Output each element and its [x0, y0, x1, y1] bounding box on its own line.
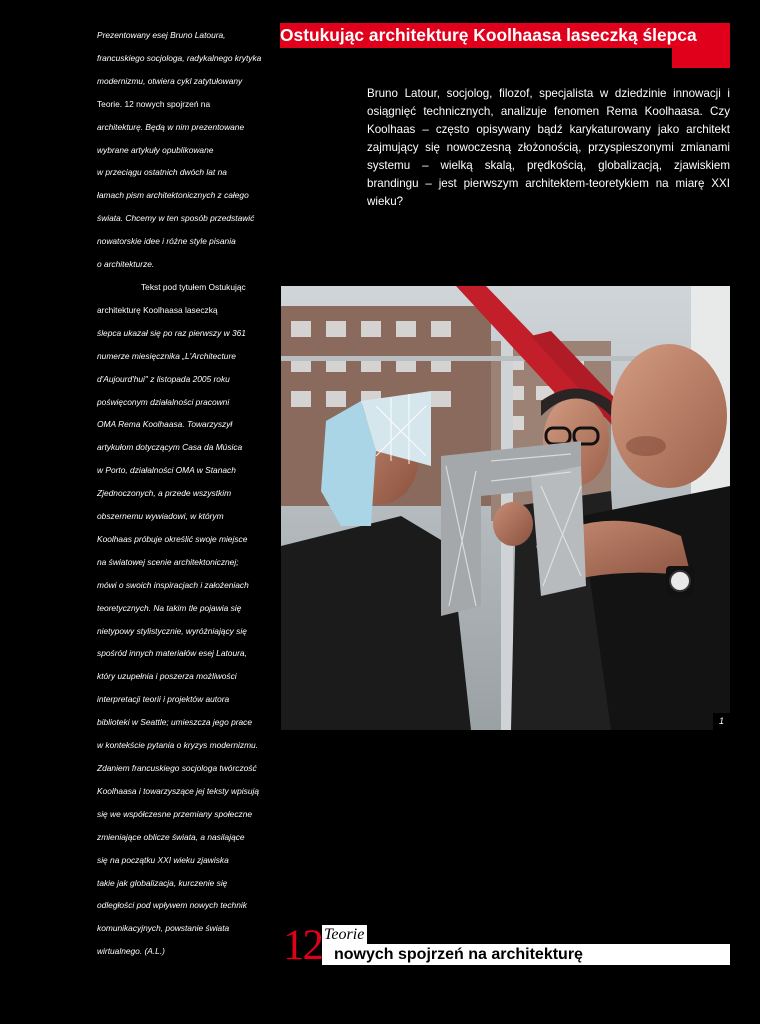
sidebar-line: francuskiego socjologa, radykalnego krytyka — [97, 52, 262, 63]
sidebar-line: w kontekście pytania o kryzys modernizmu. — [97, 740, 259, 751]
sidebar-line: architekturę. Będą w nim prezentowane — [97, 121, 245, 132]
photo-illustration — [281, 286, 730, 730]
sidebar-line: Prezentowany esej Bruno Latoura, — [97, 30, 226, 40]
sidebar-line: OMA Rema Koolhaasa. Towarzyszył — [97, 419, 233, 430]
sidebar-line: ślepca ukazał się po raz pierwszy w 361 — [97, 327, 246, 338]
sidebar-line: mówi o swoich inspiracjach i założeniach — [97, 579, 249, 590]
title-tab — [672, 48, 730, 68]
sidebar-line: Zdaniem francuskiego socjologa twórczość — [97, 763, 257, 773]
sidebar-line: komunikacyjnych, powstanie świata — [97, 923, 230, 934]
article-lead: Bruno Latour, socjolog, filozof, specjalista w dziedzinie innowacji i osiągnięć technicznych, analizuje fenomen Rema Koolhaasa. Czy Koolhaas – często opisywany bądź karykaturowany jako architekt zajmujący się nowoczesną złożonością, przyspieszonymi zmianami systemu – wielką skalą, prędkością, globalizacją, zjawiskiem brandingu – jest pierwszym architektem-teoretykiem na miarę XXI wieku? — [367, 87, 730, 208]
sidebar-line: artykułom dotyczącym Casa da Música — [97, 442, 243, 453]
sidebar-line: teoretycznych. Na takim tle pojawia się — [97, 602, 242, 613]
sidebar-line: obszernemu wywiadowi, w którym — [97, 511, 224, 522]
series-number: 12 — [283, 922, 322, 969]
sidebar-line: wirtualnego. (A.L.) — [97, 946, 165, 957]
sidebar-line: nowatorskie idee i różne style pisania — [97, 236, 236, 247]
intro-sidebar — [97, 24, 267, 963]
sidebar-line: Koolhaasa i towarzyszące jej teksty wpisują — [97, 785, 259, 796]
sidebar-line: Koolhaas próbuje określić swoje miejsce — [97, 533, 248, 544]
sidebar-line: w Porto, działalności OMA w Stanach — [97, 465, 236, 476]
sidebar-line: architekturę Koolhaasa laseczką — [97, 304, 218, 315]
sidebar-line: łamach pism architektonicznych z całego — [97, 190, 249, 201]
sidebar-line: zmieniające oblicze świata, a nasilające — [97, 831, 245, 842]
sidebar-line: modernizmu, otwiera cykl zatytułowany — [97, 75, 243, 86]
sidebar-line: nietypowy stylistycznie, wyróżniający się — [97, 625, 247, 636]
sidebar-line: się na początku XXI wieku zjawiska — [97, 854, 229, 865]
sidebar-line: w przeciągu ostatnich dwóch lat na — [97, 167, 227, 178]
sidebar-line: takie jak globalizacja, kurczenie się — [97, 877, 228, 888]
sidebar-line: który uzupełnia i poszerza możliwości — [97, 671, 237, 682]
sidebar-line: o architekturze. — [97, 259, 155, 270]
photo-number: 1 — [713, 713, 730, 730]
sidebar-line: na światowej scenie architektonicznej; — [97, 556, 239, 567]
series-word: Teorie — [322, 925, 367, 944]
sidebar-line: d'Aujourd'hui" z listopada 2005 roku — [97, 373, 230, 384]
series-subtitle: nowych spojrzeń na architekturę — [334, 946, 583, 963]
sidebar-line: odległości pod wpływem nowych technik — [97, 900, 247, 911]
sidebar-line: wybrane artykuły opublikowane — [97, 144, 214, 155]
sidebar-line: Zjednoczonych, a przede wszystkim — [97, 488, 232, 499]
sidebar-line: poświęconym działalności pracowni — [97, 396, 230, 407]
sidebar-line: Teorie. 12 nowych spojrzeń na — [97, 98, 211, 109]
sidebar-line: biblioteki w Seattle; umieszcza jego prace — [97, 717, 253, 728]
article-title: Ostukując architekturę Koolhaasa laseczką ślepca — [280, 25, 697, 45]
sidebar-line: się we współczesne przemiany społeczne — [97, 808, 253, 819]
title-bar — [280, 23, 730, 48]
sidebar-line: świata. Chcemy w ten sposób przedstawić — [97, 213, 255, 224]
sidebar-line: interpretacji teorii i projektów autora — [97, 694, 230, 705]
article-photo — [281, 286, 730, 730]
sidebar-line: Tekst pod tytułem Ostukując — [141, 281, 246, 292]
sidebar-line: numerze miesięcznika „L'Architecture — [97, 350, 236, 361]
sidebar-line: spośród innych materiałów esej Latoura, — [97, 648, 247, 659]
